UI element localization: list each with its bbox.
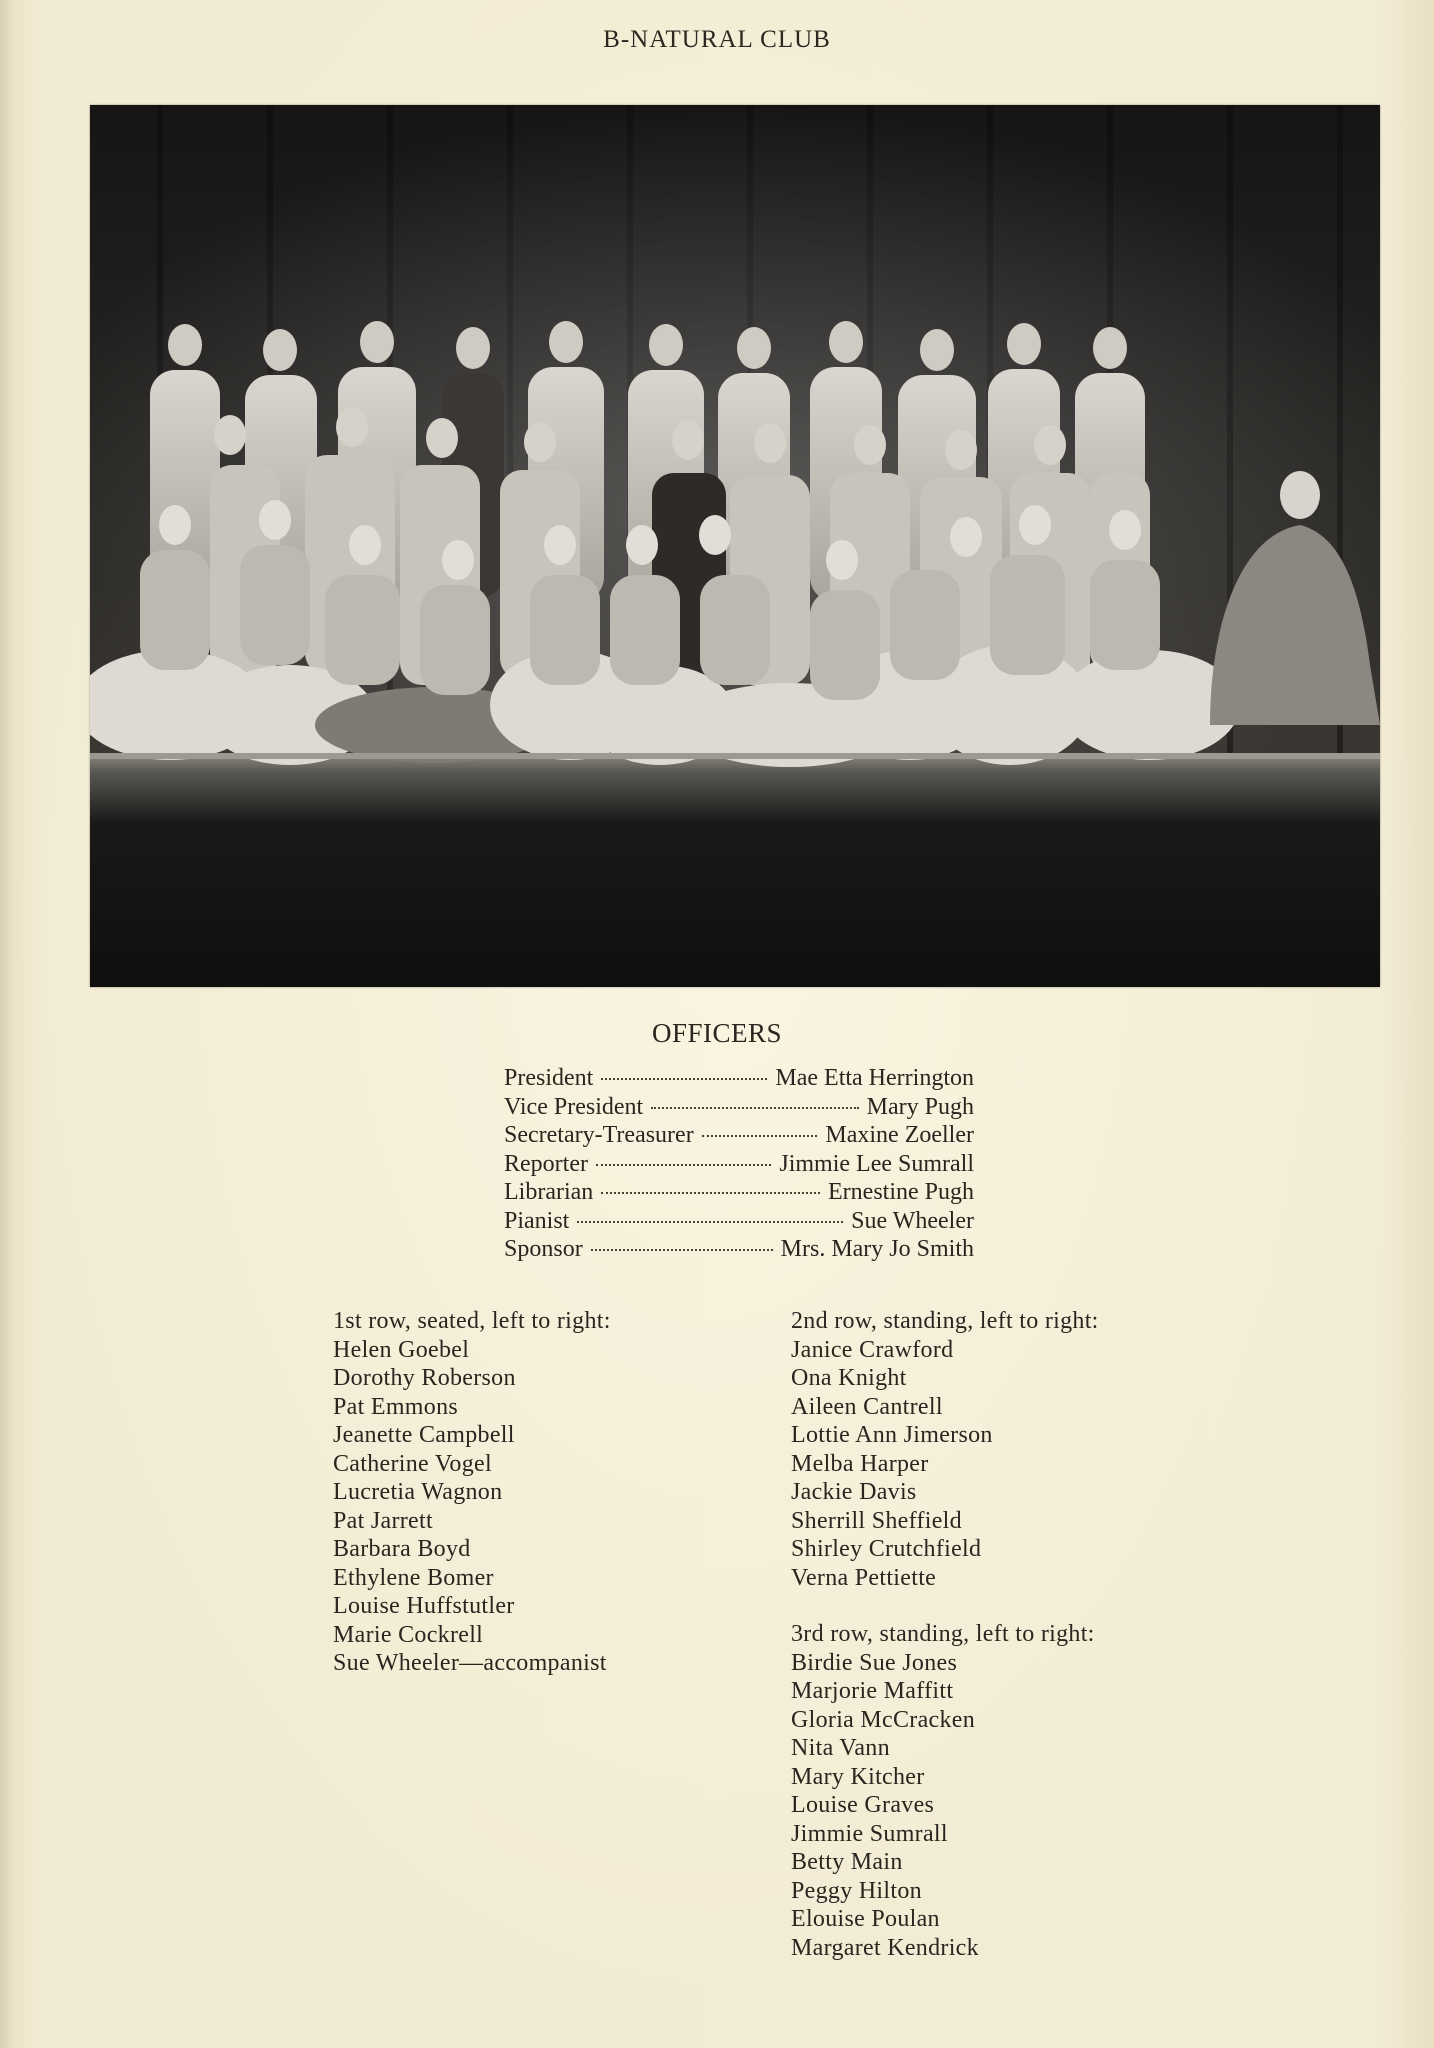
officer-role: President [504,1065,594,1091]
list-item: Ethylene Bomer [333,1564,494,1591]
list-item: Pat Emmons [333,1393,459,1420]
dot-leader [702,1135,818,1137]
page-title: B-NATURAL CLUB [603,26,831,53]
dot-leader [596,1164,771,1166]
list-item: Lucretia Wagnon [333,1479,503,1505]
second-row-roster [791,1307,1099,1592]
group-photo-illustration [90,105,1380,987]
third-row-roster [791,1620,1095,1962]
roster-caption: 2nd row, standing, left to right: [791,1308,1099,1334]
roster-caption: 3rd row, standing, left to right: [791,1621,1095,1647]
list-item: Sherrill Sheffield [791,1507,962,1534]
officer-role: Sponsor [504,1236,583,1262]
officer-row [504,1150,974,1179]
list-item: Shirley Crutchfield [791,1536,982,1562]
list-item: Helen Goebel [333,1336,470,1363]
officer-name: Sue Wheeler [851,1207,974,1234]
officer-name: Mrs. Mary Jo Smith [780,1236,974,1262]
list-item: Marjorie Maffitt [791,1678,954,1704]
list-item: Betty Main [791,1849,903,1875]
officer-row [504,1093,974,1122]
officer-name: Jimmie Lee Sumrall [779,1150,974,1177]
list-item: Sue Wheeler—accompanist [333,1650,607,1676]
first-row-roster [333,1307,611,1678]
list-item: Dorothy Roberson [333,1365,516,1391]
officer-row [504,1178,974,1207]
officers-list [504,1064,974,1264]
dot-leader [601,1192,820,1194]
list-item: Birdie Sue Jones [791,1649,958,1676]
dot-leader [601,1078,767,1080]
list-item: Melba Harper [791,1450,929,1477]
list-item: Louise Huffstutler [333,1593,515,1619]
list-item: Elouise Poulan [791,1906,940,1932]
officer-name: Mae Etta Herrington [775,1065,974,1091]
list-item: Ona Knight [791,1365,907,1391]
list-item: Janice Crawford [791,1336,954,1363]
list-item: Marie Cockrell [333,1621,484,1648]
officer-role: Librarian [504,1179,594,1205]
list-item: Gloria McCracken [791,1706,976,1733]
officers-heading: OFFICERS [651,1018,783,1048]
dot-leader [577,1221,843,1223]
list-item: Aileen Cantrell [791,1393,943,1420]
officer-row [504,1207,974,1236]
officer-name: Maxine Zoeller [825,1122,974,1148]
dot-leader [651,1107,858,1109]
group-photo [90,105,1380,987]
list-item: Barbara Boyd [333,1536,471,1562]
officer-role: Secretary-Treasurer [504,1122,694,1148]
list-item: Jeanette Campbell [333,1422,515,1448]
officer-name: Mary Pugh [866,1093,974,1120]
list-item: Catherine Vogel [333,1450,492,1477]
list-item: Nita Vann [791,1735,890,1761]
officer-role: Pianist [504,1207,570,1234]
list-item: Peggy Hilton [791,1877,922,1904]
dot-leader [591,1249,773,1251]
list-item: Pat Jarrett [333,1507,433,1534]
list-item: Lottie Ann Jimerson [791,1422,993,1448]
list-item: Louise Graves [791,1792,935,1818]
officer-role: Reporter [504,1150,588,1177]
officer-row [504,1121,974,1150]
officer-row [504,1235,974,1264]
list-item: Margaret Kendrick [791,1934,979,1961]
officer-row [504,1064,974,1093]
officer-role: Vice President [504,1093,644,1120]
officer-name: Ernestine Pugh [828,1179,974,1205]
roster-caption: 1st row, seated, left to right: [333,1308,611,1334]
list-item: Jimmie Sumrall [791,1820,948,1847]
list-item: Jackie Davis [791,1479,917,1505]
list-item: Verna Pettiette [791,1564,937,1591]
list-item: Mary Kitcher [791,1763,925,1790]
